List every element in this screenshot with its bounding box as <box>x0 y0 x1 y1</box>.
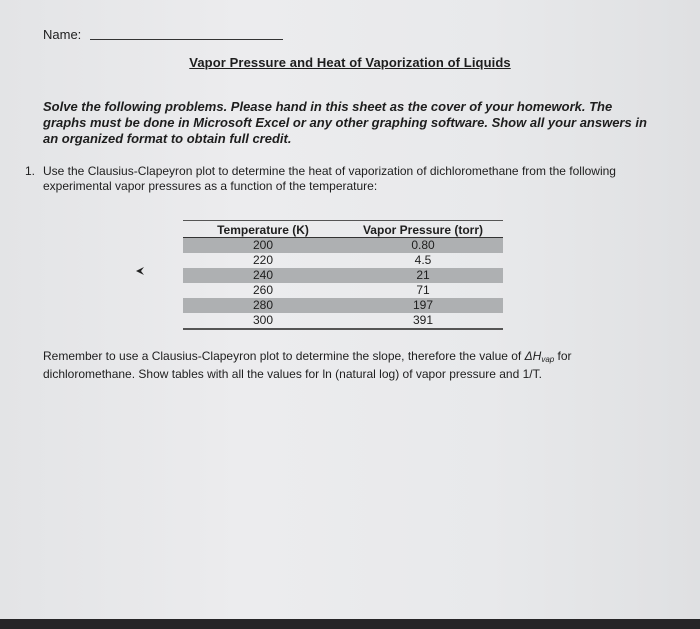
table-header-row <box>183 221 503 238</box>
question-text: Use the Clausius-Clapeyron plot to determine the heat of vaporization of dichloromethane from the following experimental vapor pressures as a function of the temperature: <box>43 164 616 193</box>
table-row <box>183 238 503 254</box>
remember-text-end: for dichloromethane. Show tables with all the values for ln (natural log) of vapor pressure and 1/T. <box>43 349 572 381</box>
header-vapor-pressure: Vapor Pressure (torr) <box>343 221 503 238</box>
table-row <box>183 313 503 329</box>
table-row <box>183 268 503 283</box>
name-label: Name: <box>43 27 82 42</box>
question-number: 1. <box>25 164 36 178</box>
header-temperature: Temperature (K) <box>183 221 343 238</box>
temperature-cell: 220 <box>252 253 274 267</box>
temperature-cell: 300 <box>183 313 343 329</box>
name-blank-line <box>90 39 283 40</box>
data-table <box>183 220 503 330</box>
pressure-cell: 4.5 <box>414 253 432 267</box>
temperature-cell: 280 <box>183 298 343 313</box>
temperature-cell: 260 <box>252 283 274 297</box>
temperature-cell: 200 <box>183 238 343 254</box>
instructions-text: Solve the following problems. Please hand in this sheet as the cover of your homework. The graphs must be done in Microsoft Excel or any other graphing software. Show all your answers in an organized format to obtain full credit. <box>43 99 647 146</box>
pressure-cell: 197 <box>343 298 503 313</box>
temperature-cell: 240 <box>183 268 343 283</box>
table-row <box>183 298 503 313</box>
pressure-cell: 21 <box>343 268 503 283</box>
pressure-cell: 391 <box>343 313 503 329</box>
table-row <box>183 253 503 268</box>
delta-h-symbol: $\Delta H_{vap}$ <box>524 349 555 364</box>
remember-note <box>43 349 658 382</box>
mouse-pointer-icon <box>134 264 146 278</box>
desk-edge <box>0 619 700 629</box>
remember-text-start: Remember to use a Clausius-Clapeyron plot to determine the slope, therefore the value of <box>43 349 525 363</box>
page-title: Vapor Pressure and Heat of Vaporization of Liquids <box>189 55 511 70</box>
pressure-cell: 71 <box>416 283 430 297</box>
table-row <box>183 283 503 298</box>
pressure-cell: 0.80 <box>343 238 503 254</box>
